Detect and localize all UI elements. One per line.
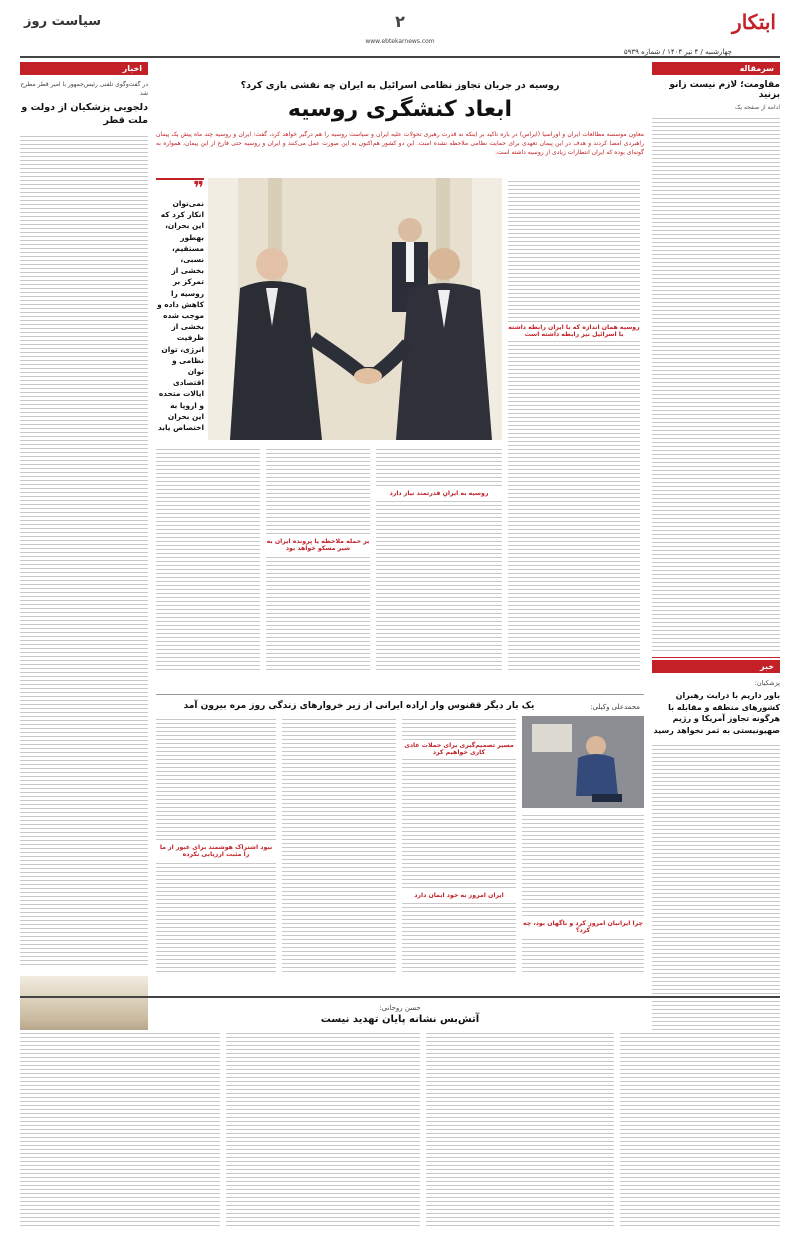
news-label: خبر	[652, 660, 780, 673]
main-body-col-4	[156, 446, 260, 670]
second-subhead-4: چرا ایرانیان امروز کرد و ناگهان بود، چه کرد؟	[523, 920, 643, 934]
main-lead: معاون موسسه مطالعات ایران و اوراسیا (ایراس) در باره تاکید بر اینکه نه قدرت رهبری تحولات علیه ایران و سیاست روسیه را هم درگیر خواهد کرد، گفت: ایران و روسیه چند ماه پیش یک پیمان راهبردی امضا کردند و هدف در این پیمان تعهدی برای حمایت نظامی ملاحظه نشده است. این دو کشور هم‌اکنون به این صورت عمل می‌کنند و ایران و روسیه حتی فارغ از این پیمان، همواره به گونه‌ای بوده که ایران انتظارات زیادی از روسیه داشته است.	[156, 131, 644, 156]
masthead	[20, 8, 780, 58]
second-author: محمدعلی وکیلی:	[590, 703, 640, 711]
pull-quote: نمی‌توان انکار کرد که این بحران، بهطور مستقیم، نسبی، بخشی از تمرکز بر روسیه را کاهش داده و موجب شده بخشی از ظرفیت انرژی، توان نظامی و توان اقتصادی ایالات متحده و اروپا به این بحران اختصاص یابد	[157, 199, 204, 433]
main-kicker: روسیه در جریان تجاوز نظامی اسرائیل به ایران چه نقشی بازی کرد؟	[240, 80, 560, 91]
quote-icon: ❞	[193, 178, 204, 199]
briefs-title: دلجویی پزشکیان از دولت و ملت قطر	[21, 102, 148, 126]
second-photo	[522, 716, 644, 808]
handshake-photo-svg	[208, 178, 502, 440]
bottom-body-col-4	[20, 1030, 220, 1226]
second-body-col-1	[522, 812, 644, 974]
main-photo	[208, 178, 502, 440]
bottom-body-col-1	[620, 1030, 780, 1226]
main-body-col-3	[266, 446, 370, 670]
editorial-body	[652, 115, 780, 653]
main-subhead-3: بر حمله ملاحظه یا پرونده ایران به شیر مسکو خواهد بود	[266, 538, 370, 552]
main-body-col-1	[508, 178, 640, 670]
dateline: چهارشنبه / ۴ تیر ۱۴۰۴ / شماره ۵۹۳۹	[623, 48, 732, 56]
editorial-section	[652, 62, 780, 653]
website[interactable]: www.ebtekarnews.com	[365, 38, 435, 45]
second-subhead-2: ایران امروز به خود ایمان دارد	[402, 890, 516, 901]
column-divider	[652, 657, 780, 658]
main-body-col-2	[376, 446, 502, 670]
second-title: یک بار دیگر ققنوس وار اراده ایرانی از زیر خروارهای زندگی روز مره بیرون آمد	[183, 701, 535, 711]
briefs-kicker: در گفت‌وگوی تلفنی رئیس‌جمهور با امیر قطر مطرح شد	[20, 81, 148, 97]
news-author: پزشکیان:	[754, 679, 780, 687]
briefs-body	[20, 133, 148, 968]
editorial-label: سرمقاله	[652, 62, 780, 75]
second-subhead-1: مسیر تصمیم‌گیری برای حملات عادی کاری خواهیم کرد	[402, 740, 516, 758]
main-title: ابعاد کنشگری روسیه	[287, 97, 513, 122]
second-body-col-3	[282, 716, 396, 974]
editorial-title: مقاومت؛ لازم نیست زانو بزنید	[669, 80, 780, 100]
speaker-photo-svg	[522, 716, 644, 808]
news-briefs-label: اخبار	[20, 62, 148, 75]
main-subhead-1: روسیه همان اندازه که با ایران رابطه داشته با اسرائیل نیز رابطه داشته است	[508, 324, 640, 338]
second-subhead-3: نبود اشتراک هوشمند برای عبور از ما را مثبت ارزیابی نکرده	[156, 842, 276, 860]
main-subhead-2: روسیه به ایرانِ قدرتمند نیاز دارد	[376, 488, 502, 499]
bottom-body-col-3	[226, 1030, 420, 1226]
bottom-author: حسن روحانی:	[379, 1004, 421, 1012]
editorial-byline: ادامه از صفحه یک	[735, 104, 780, 111]
page-number: ۲	[395, 12, 405, 31]
pull-quote-box	[156, 178, 204, 440]
bottom-body-col-2	[426, 1030, 614, 1226]
news-title: باور داریم با درایت رهبران کشورهای منطقه و مقابله با هرگونه تجاوز آمریکا و رژیم صهیونیستی به ثمر نخواهد رسید	[653, 691, 780, 735]
bottom-title: آتش‌بس نشانه پایان تهدید نیست	[320, 1014, 480, 1025]
section-brand: سیاست روز	[24, 14, 102, 29]
newspaper-logo: ابتکار	[732, 10, 776, 34]
